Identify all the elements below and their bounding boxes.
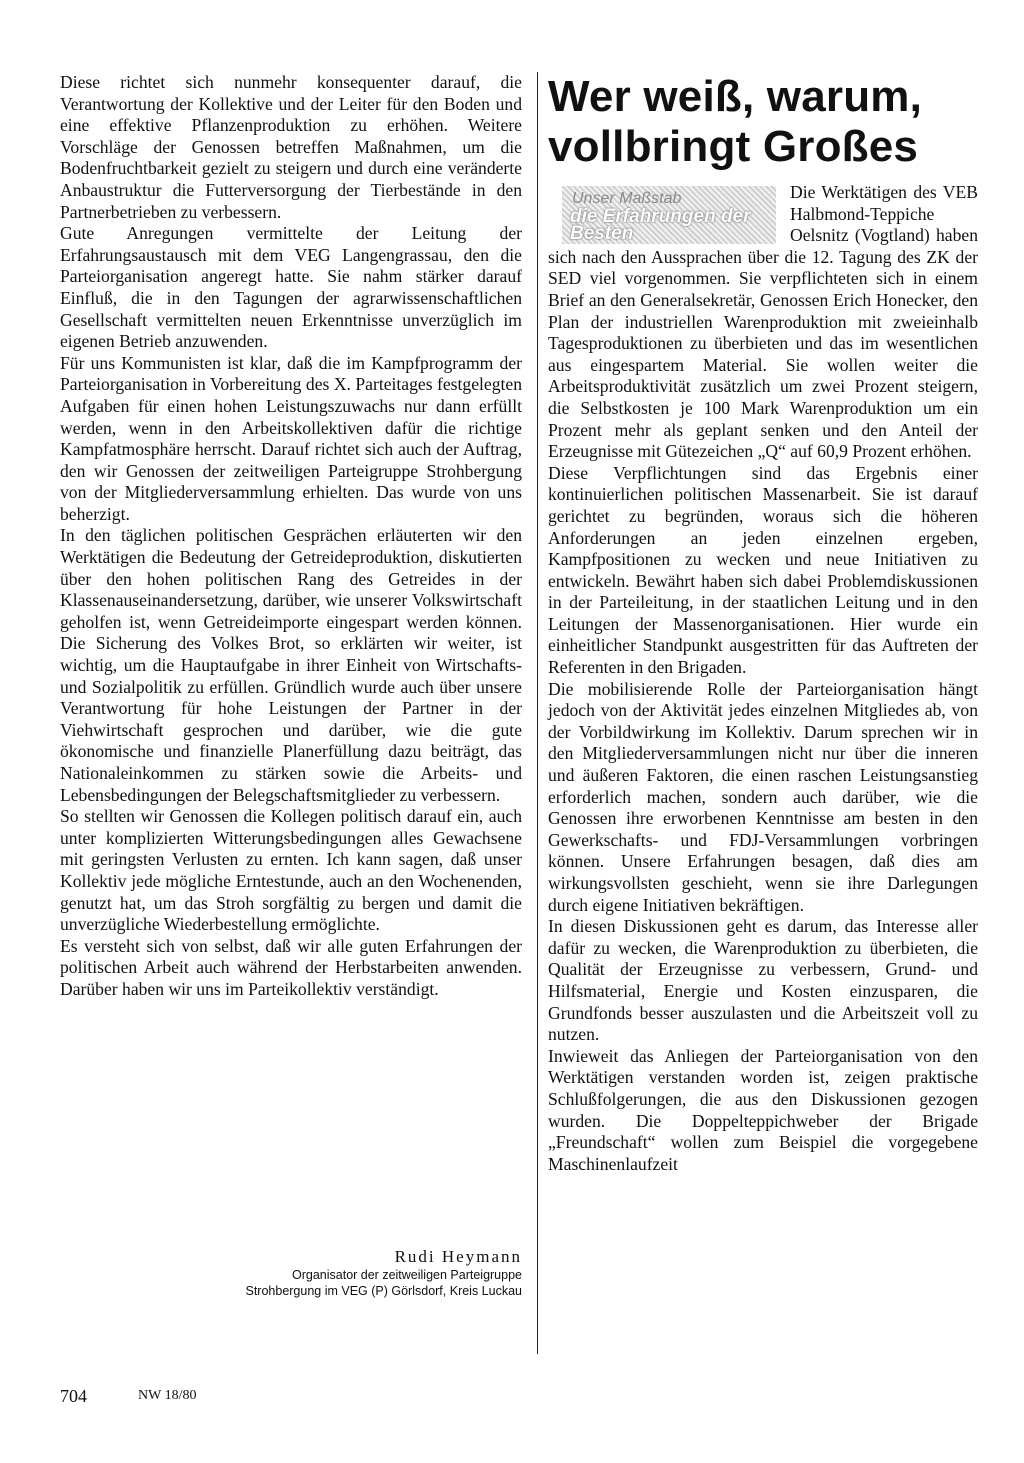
issue-label: NW 18/80 [138, 1388, 197, 1403]
author-role-line: Organisator der zeitweiligen Parteigruppe [292, 1268, 522, 1282]
paragraph: So stellten wir Genossen die Kollegen politisch darauf ein, auch unter komplizierten Witterungsbedingungen alles Gewachsene mit geringsten Verlusten zu ernten. Ich kann sagen, daß unser Kollektiv jede mögliche Erntestunde, auch an den Wochenenden, genutzt hat, um das Stroh sorgfältig zu bergen und damit die unverzügliche Wiederbestellung ermöglichte. [60, 806, 522, 935]
rubric-line: die Erfahrungen der Besten [570, 206, 751, 244]
right-article-column [548, 72, 978, 1175]
paragraph: Gute Anregungen vermittelte der Leitung der Erfahrungsaustausch mit dem VEG Langengrassau, den die Parteiorganisation angeregt hatte. Sie nahm stärker darauf Einfluß, die in den Tagungen der agrarwissenschaftlichen Gesellschaft vermittelten neuen Erkenntnisse unverzüglich im eigenen Betrieb anzuwenden. [60, 223, 522, 352]
intro-paragraph: Die Werktätigen des VEB Halbmond-Teppiche Oelsnitz (Vogtland) haben sich nach den Aussprachen über die 12. Tagung des ZK der SED viel vorgenommen. Sie verpflichteten sich in einem Brief an den Generalsekretär, Genossen Erich Honecker, den Plan der industriellen Warenproduktion mit zweieinhalb Tagesproduktionen zu überbieten und das im wesentlichen aus eingespartem Material. Sie wollen weiter die Arbeitsproduktivität zusätzlich um zwei Prozent steigern, die Selbstkosten je 100 Mark Warenproduktion um ein Prozent mehr als geplant senken und den Anteil der Erzeugnisse mit Gütezeichen „Q“ auf 60,9 Prozent erhöhen. [548, 182, 978, 462]
author-signature [150, 1247, 522, 1299]
author-role [150, 1267, 522, 1299]
headline-line: Wer weiß, warum, [548, 72, 923, 121]
paragraph: Die mobilisierende Rolle der Parteiorganisation hängt jedoch von der Aktivität jedes einzelnen Mitgliedes ab, von der Vorbildwirkung im Kollektiv. Darum sprechen wir in den Mitgliederversammlungen nicht nur über die inneren und äußeren Faktoren, die einen raschen Leistungsanstieg erforderlich machen, sondern auch darüber, wie die Genossen ihre erworbenen Kenntnisse am besten in den Gewerkschafts- und FDJ-Versammlungen vorbringen können. Unsere Erfahrungen besagen, daß dies am wirkungsvollsten geschieht, wenn sie ihre Darlegungen durch eigene Initiativen bekräftigen. [548, 678, 978, 915]
paragraph: Diese richtet sich nunmehr konsequenter darauf, die Verantwortung der Kollektive und der Leiter für den Boden und eine effektive Pflanzenproduktion zu erhöhen. Weitere Vorschläge der Genossen betreffen Maßnahmen, um die Bodenfruchtbarkeit gezielt zu steigern und durch eine veränderte Anbaustruktur die Futterversorgung der Tierbestände in den Partnerbetrieben zu verbessern. [60, 72, 522, 222]
column-divider [537, 72, 538, 1354]
article-headline [548, 72, 978, 172]
author-role-line: Strohbergung im VEG (P) Görlsdorf, Kreis Luckau [245, 1284, 522, 1298]
rubric-line: Unser Maßstab [572, 190, 682, 207]
left-article-column [60, 72, 522, 1001]
paragraph: In den täglichen politischen Gesprächen erläuterten wir den Werktätigen die Bedeutung der Getreideproduktion, diskutierten über den hohen politischen Rang des Getreides in der Klassenauseinandersetzung, darüber, wie unserer Volkswirtschaft geholfen ist, wenn Getreideimporte eingespart werden können. Die Sicherung des Volkes Brot, so erklärten wir weiter, ist wichtig, um die Hauptaufgabe in ihrer Einheit von Wirtschafts- und Sozialpolitik zu erfüllen. Gründlich wurde auch über unsere Verantwortung für hohe Leistungen der Partner in der Viehwirtschaft gesprochen und darüber, wie die gute ökonomische und finanzielle Planerfüllung dazu beiträgt, das Nationaleinkommen zu stärken sowie die Arbeits- und Lebensbedingungen der Belegschaftsmitglieder zu verbessern. [60, 525, 522, 805]
paragraph: In diesen Diskussionen geht es darum, das Interesse aller dafür zu wecken, die Warenproduktion zu überbieten, die Qualität der Erzeugnisse zu verbessern, Grund- und Hilfsmaterial, Energie und Kosten einzusparen, die Grundfonds besser auszulasten und die Arbeitszeit voll zu nutzen. [548, 916, 978, 1045]
page-number: 704 [60, 1386, 87, 1406]
paragraph: Es versteht sich von selbst, daß wir alle guten Erfahrungen der politischen Arbeit auch während der Herbstarbeiten anwenden. Darüber haben wir uns im Parteikollektiv verständigt. [60, 935, 522, 999]
headline-line: vollbringt Großes [548, 122, 919, 171]
paragraph: Für uns Kommunisten ist klar, daß die im Kampfprogramm der Parteiorganisation in Vorbereitung des X. Parteitages festgelegten Aufgaben für einen hohen Leistungszuwachs nur dann erfüllt werden, wenn in den Arbeitskollektiven dafür die richtige Kampfatmosphäre herrscht. Darauf richtet sich auch der Auftrag, den wir Genossen der zeitweiligen Parteigruppe Strohbergung von der Mitgliederversammlung erhielten. Das wurde von uns beherzigt. [60, 352, 522, 524]
paragraph: Diese Verpflichtungen sind das Ergebnis einer kontinuierlichen politischen Massenarbeit. Sie ist darauf gerichtet zu begründen, woraus sich die höheren Anforderungen an jeden einzelnen ergeben, Kampfpositionen zu wecken und neue Initiativen zu entwickeln. Bewährt haben sich dabei Problemdiskussionen in der Parteileitung, in der staatlichen Leitung und in den Leitungen der Massenorganisationen. Hier wurde ein einheitlicher Standpunkt ausgestritten für das Auftreten der Referenten in den Brigaden. [548, 462, 978, 678]
author-name: Rudi Heymann [394, 1247, 522, 1266]
rubric-label [562, 186, 776, 244]
paragraph: Inwieweit das Anliegen der Parteiorganisation von den Werktätigen verstanden worden ist, zeigen praktische Schlußfolgerungen, die aus den Diskussionen gezogen wurden. Die Doppelteppichweber der Brigade „Freundschaft“ wollen zum Beispiel die vorgegebene Maschinenlaufzeit [548, 1045, 978, 1174]
